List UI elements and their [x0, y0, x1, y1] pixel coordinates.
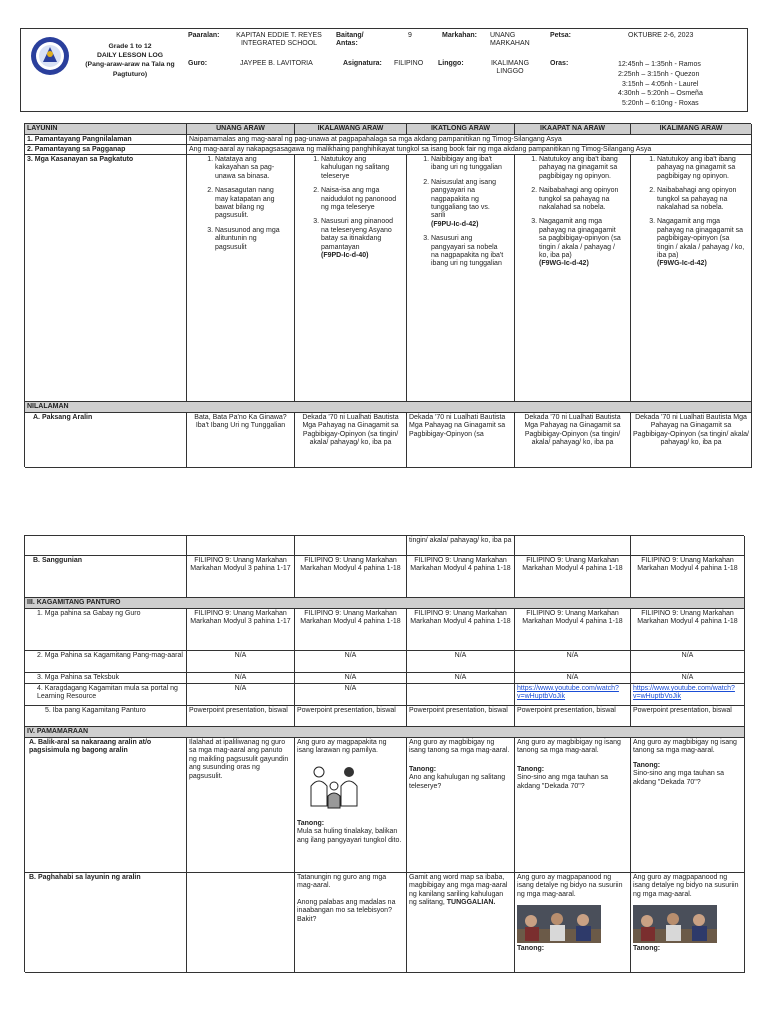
table-1: [24, 123, 751, 467]
header-title: [80, 42, 180, 79]
tanong-label: Tanong:: [517, 945, 545, 953]
portal-day5-cell: [631, 684, 745, 706]
row-pamantayang-pangnilalaman: 1. Pamantayang Pangnilalaman: [25, 135, 187, 145]
competency-code: (F9WG-Ic-d-42): [539, 260, 589, 268]
teksbuk-day2: N/A: [295, 673, 407, 684]
balik-day4-text: Ang guro ay magbibigay ng isang tanong sa mga mag-aaral.: [517, 739, 621, 755]
baitang-value: 9: [408, 32, 412, 39]
table-2: [24, 535, 744, 972]
paghahabi-day3: [407, 873, 515, 973]
list-item-text: Nasusuri ang pinanood na teleseryeng Asyano batay sa itinakdang pamantayan: [321, 218, 393, 251]
paksa-day1: Bata, Bata Pa'no Ka Ginawa? Iba't Ibang Uri ng Tunggalian: [187, 413, 295, 468]
balik-day5: [631, 738, 745, 873]
row-paghahabi: B. Paghahabi sa layunin ng aralin: [25, 873, 187, 973]
teksbuk-day5: N/A: [631, 673, 745, 684]
baitang-label: Baitang/ Antas:: [336, 32, 364, 48]
family-image: [305, 762, 365, 812]
balik-day5-question: Sino-sino ang mga tauhan sa akdang "Dekada 70"?: [633, 770, 725, 786]
iba-day1: Powerpoint presentation, biswal: [187, 706, 295, 727]
oras-line: 2:25nh – 3:15nh - Quezon: [618, 70, 700, 78]
list-item: 1. Natutukoy ang kahulugan ng salitang teleserye: [321, 156, 398, 181]
list-item: [431, 179, 506, 229]
guro-label: Guro:: [188, 60, 208, 67]
list-item: 1. Natutukoy ang iba't ibang pahayag na ginagamit sa pagbibigay ng opinyon.: [657, 156, 747, 181]
balik-day2-question: Mula sa huling tinalakay, balikan ang ilang pangyayari tungkol dito.: [297, 828, 402, 844]
paksa-day2: Dekada '70 ni Lualhati Bautista Mga Pahayag na Ginagamit sa Pagbibigay-Opinyon (sa tingin/ akala/ pahayag/ ko, iba pa: [295, 413, 407, 468]
paghahabi-day3-text: Gamit ang word map sa ibaba, magbibigay ang mga mag-aaral ng kanilang sariling kahulugan ng salitang,: [409, 874, 508, 907]
competency-code: (F9PU-Ic-d-42): [431, 220, 479, 228]
gabay-day3: FILIPINO 9: Unang Markahan Markahan Modyul 4 pahina 1-18: [407, 609, 515, 651]
kasanayan-day5: [631, 155, 752, 402]
paghahabi-day4-text: Ang guro ay magpapanood ng isang detalye ng bidyo na susuriin ng mga mag-aaral.: [517, 874, 623, 898]
portal-day4-cell: [515, 684, 631, 706]
paaralan-value: KAPITAN EDDIE T. REYES INTEGRATED SCHOOL: [236, 32, 322, 48]
balik-day2: [295, 738, 407, 873]
deped-seal-icon: [30, 36, 70, 76]
row-gabay-guro: 1. Mga pahina sa Gabay ng Guro: [25, 609, 187, 651]
sanggunian-day5: FILIPINO 9: Unang Markahan Markahan Modyul 4 pahina 1-18: [631, 556, 745, 598]
section-kagamitang-panturo: III. KAGAMITANG PANTURO: [25, 598, 745, 609]
markahan-label: Markahan:: [442, 32, 478, 39]
portal-day2: N/A: [295, 684, 407, 706]
cont-day2-cell: [295, 536, 407, 556]
kagamitang-day5: N/A: [631, 651, 745, 673]
section-nilalaman: NILALAMAN: [25, 402, 752, 413]
oras-label: Oras:: [550, 60, 569, 67]
kasanayan-day2: [295, 155, 407, 402]
row-kagamitang-pang-mag-aaral: 2. Mga Pahina sa Kagamitang Pang-mag-aaral: [25, 651, 187, 673]
list-item: 1. Natataya ang kakayahan sa pag-unawa sa binasa.: [215, 156, 280, 181]
gabay-day1: FILIPINO 9: Unang Markahan Markahan Modyul 3 pahina 1-17: [187, 609, 295, 651]
list-item: 2. Naibabahagi ang opinyon tungkol sa pahayag na nakalahad sa nobela.: [539, 187, 624, 212]
video-thumbnail: [633, 905, 717, 943]
list-item: [657, 218, 747, 268]
kasanayan-day1: [187, 155, 295, 402]
cont-day5-cell: [631, 536, 745, 556]
paghahabi-day2-text: Tatanungin ng guro ang mga mag-aaral.: [297, 874, 387, 890]
log-subtitle: (Pang-araw-araw na Tala ng Pagtuturo): [85, 61, 175, 78]
list-item: 3. Nasusuri ang pangyayari sa nobela na nagpapakita ng iba't ibang uri ng tunggalian: [431, 235, 506, 269]
teksbuk-day4: N/A: [515, 673, 631, 684]
balik-day2-text: Ang guro ay magpapakita ng isang larawan ng pamilya.: [297, 739, 387, 755]
gabay-day5: FILIPINO 9: Unang Markahan Markahan Modyul 4 pahina 1-18: [631, 609, 745, 651]
guro-value: JAYPEE B. LAVITORIA: [240, 60, 313, 67]
gabay-day2: FILIPINO 9: Unang Markahan Markahan Modyul 4 pahina 1-18: [295, 609, 407, 651]
kagamitang-day4: N/A: [515, 651, 631, 673]
row-portal: 4. Karagdagang Kagamitan mula sa portal ng Learning Resource: [25, 684, 187, 706]
col-unang-araw: UNANG ARAW: [187, 124, 295, 135]
list-item-text: Nagagamit ang mga pahayag na ginagagamit sa pagbibigay-opinyon (sa tingin / akala / pahayag / ko, iba pa): [657, 218, 745, 259]
balik-day4: [515, 738, 631, 873]
kagamitang-day2: N/A: [295, 651, 407, 673]
list-item: [321, 218, 398, 260]
col-ikaapat-araw: IKAAPAT NA ARAW: [515, 124, 631, 135]
paksa-day4: Dekada '70 ni Lualhati Bautista Mga Pahayag na Ginagamit sa Pagbibigay-Opinyon (sa tingin/ akala/ pahayag/ ko, iba pa: [515, 413, 631, 468]
oras-line: 4:30nh – 5:20nh – Osmeña: [618, 90, 703, 98]
section-pamamaraan: IV. PAMAMARAAN: [25, 727, 745, 738]
oras-line: 5:20nh – 6:10ng - Roxas: [622, 100, 699, 108]
paaralan-label: Paaralan:: [188, 32, 220, 39]
teksbuk-day1: N/A: [187, 673, 295, 684]
row-paksang-aralin: A. Paksang Aralin: [25, 413, 187, 468]
iba-day4: Powerpoint presentation, biswal: [515, 706, 631, 727]
iba-day3: Powerpoint presentation, biswal: [407, 706, 515, 727]
iba-day2: Powerpoint presentation, biswal: [295, 706, 407, 727]
linggo-label: Linggo:: [438, 60, 464, 67]
youtube-link[interactable]: https://www.youtube.com/watch?v=wHuptbVoJik: [517, 685, 619, 701]
col-layunin: LAYUNIN: [25, 124, 187, 135]
petsa-label: Petsa:: [550, 32, 572, 39]
col-ikalimang-araw: IKALIMANG ARAW: [631, 124, 752, 135]
list-item-text: Naisusulat ang isang pangyayari na nagpapakita ng tunggaliang tao vs. sarili: [431, 178, 496, 220]
list-item: 3. Nasusunod ang mga alituntunin ng pagsusulit: [215, 227, 280, 252]
row-pamantayang-pagganap: 2. Pamantayang sa Pagganap: [25, 145, 187, 155]
row-teksbuk: 3. Mga Pahina sa Teksbuk: [25, 673, 187, 684]
paghahabi-day1: [187, 873, 295, 973]
portal-day3-cell: [407, 684, 515, 706]
row-balik-aral: A. Balik-aral sa nakaraang aralin at/o pagsisimula ng bagong aralin: [25, 738, 187, 873]
cont-label-cell: [25, 536, 187, 556]
cont-day1-cell: [187, 536, 295, 556]
paghahabi-day5-text: Ang guro ay magpapanood ng isang detalye ng bidyo na susuriin ng mga mag-aaral.: [633, 874, 739, 898]
row-kasanayan: 3. Mga Kasanayan sa Pagkatuto: [25, 155, 187, 402]
pamantayang-pagganap-text: Ang mag-aaral ay nakapagsasagawa ng malikhaing panghihikayat tungkol sa isang book fair ng mga akdang pampanitikan ng Timog-Silangang Asya: [187, 145, 752, 155]
kasanayan-day4: [515, 155, 631, 402]
sanggunian-day1: FILIPINO 9: Unang Markahan Markahan Modyul 3 pahina 1-17: [187, 556, 295, 598]
tanong-label: Tanong:: [633, 945, 661, 953]
tanong-label: Tanong:: [633, 761, 661, 769]
cont-day4-cell: [515, 536, 631, 556]
sanggunian-day4: FILIPINO 9: Unang Markahan Markahan Modyul 4 pahina 1-18: [515, 556, 631, 598]
paksa-day5: Dekada '70 ni Lualhati Bautista Mga Pahayag na Ginagamit sa Pagbibigay-Opinyon (sa tingin/ akala/ pahayag/ ko, iba pa: [631, 413, 752, 468]
list-item: 2. Naibabahagi ang opinyon tungkol sa pahayag na nakalahad sa nobela.: [657, 187, 747, 212]
row-iba-pang-kagamitan: 5. Iba pang Kagamitang Panturo: [25, 706, 187, 727]
paghahabi-day4: [515, 873, 631, 973]
asignatura-label: Asignatura:: [343, 60, 382, 67]
balik-day4-question: Sino-sino ang mga tauhan sa akdang "Dekada 70"?: [517, 774, 609, 790]
oras-list: [618, 60, 738, 109]
paghahabi-day2: [295, 873, 407, 973]
list-item: 1. Naibibigay ang iba't ibang uri ng tunggalian: [431, 156, 506, 173]
balik-day3-text: Ang guro ay magbibigay ng isang tanong sa mga mag-aaral.: [409, 739, 510, 755]
iba-day5: Powerpoint presentation, biswal: [631, 706, 745, 727]
competency-code: (F9WG-Ic-d-42): [657, 260, 707, 268]
oras-line: 12:45nh – 1:35nh - Ramos: [618, 61, 701, 68]
cont-day3: tingin/ akala/ pahayag/ ko, iba pa: [407, 536, 515, 556]
oras-line: 3:15nh – 4:05nh - Laurel: [622, 80, 699, 88]
list-item: [539, 218, 624, 268]
teksbuk-day3: N/A: [407, 673, 515, 684]
kagamitang-day3: N/A: [407, 651, 515, 673]
portal-day1: N/A: [187, 684, 295, 706]
paghahabi-day2-question: Anong palabas ang madalas na inaabangan mo sa telebisyon? Bakit?: [297, 898, 396, 923]
video-thumbnail: [517, 905, 601, 943]
linggo-value: IKALIMANG LINGGO: [490, 60, 530, 76]
tanong-label: Tanong:: [297, 819, 325, 827]
row-sanggunian: B. Sanggunian: [25, 556, 187, 598]
youtube-link[interactable]: https://www.youtube.com/watch?v=wHuptbVoJik: [633, 685, 735, 701]
paghahabi-day3-bold: TUNGGALIAN.: [446, 899, 496, 907]
markahan-value: UNANG MARKAHAN: [490, 32, 530, 48]
pamantayang-pangnilalaman-text: Naipamamalas ang mag-aaral ng pag-unawa at pagpapahalaga sa mga akdang pampanitikan ng Timog-Silangang Asya: [187, 135, 752, 145]
kagamitang-day1: N/A: [187, 651, 295, 673]
grade-text: Grade 1 to 12: [108, 43, 152, 50]
balik-day3: [407, 738, 515, 873]
list-item: 2. Nasasagutan nang may katapatan ang bawat bilang ng pagsusulit.: [215, 187, 280, 221]
log-title: DAILY LESSON LOG: [96, 52, 164, 60]
col-ikalawang-araw: IKALAWANG ARAW: [295, 124, 407, 135]
list-item: 2. Naisa-isa ang mga naidudulot ng panonood ng mga teleserye: [321, 187, 398, 212]
tanong-label: Tanong:: [517, 765, 545, 773]
tanong-label: Tanong:: [409, 765, 437, 773]
paghahabi-day5: [631, 873, 745, 973]
balik-day3-question: Ano ang kahulugan ng salitang teleserye?: [409, 774, 506, 790]
balik-day1: Ilalahad at ipaliliwanag ng guro sa mga mag-aaral ang panuto ng maikling pagsusulit gayundin ang susunding oras ng pagsusulit.: [187, 738, 295, 873]
col-ikatlong-araw: IKATLONG ARAW: [407, 124, 515, 135]
sanggunian-day2: FILIPINO 9: Unang Markahan Markahan Modyul 4 pahina 1-18: [295, 556, 407, 598]
balik-day5-text: Ang guro ay magbibigay ng isang tanong sa mga mag-aaral.: [633, 739, 737, 755]
asignatura-value: FILIPINO: [394, 60, 424, 67]
gabay-day4: FILIPINO 9: Unang Markahan Markahan Modyul 4 pahina 1-18: [515, 609, 631, 651]
petsa-value: OKTUBRE 2-6, 2023: [628, 32, 694, 39]
sanggunian-day3: FILIPINO 9: Unang Markahan Markahan Modyul 4 pahina 1-18: [407, 556, 515, 598]
kasanayan-day3: [407, 155, 515, 402]
competency-code: (F9PD-Ic-d-40): [321, 251, 369, 259]
list-item-text: Nagagamit ang mga pahayag na ginagagamit sa pagbibigay-opinyon (sa tingin / akala / pahayag / ko, iba pa): [539, 218, 621, 259]
list-item: 1. Natutukoy ang iba't ibang pahayag na ginagamit sa pagbibigay ng opinyon.: [539, 156, 624, 181]
paksa-day3: Dekada '70 ni Lualhati Bautista Mga Pahayag na Ginagamit sa Pagbibigay-Opinyon (sa: [407, 413, 515, 468]
